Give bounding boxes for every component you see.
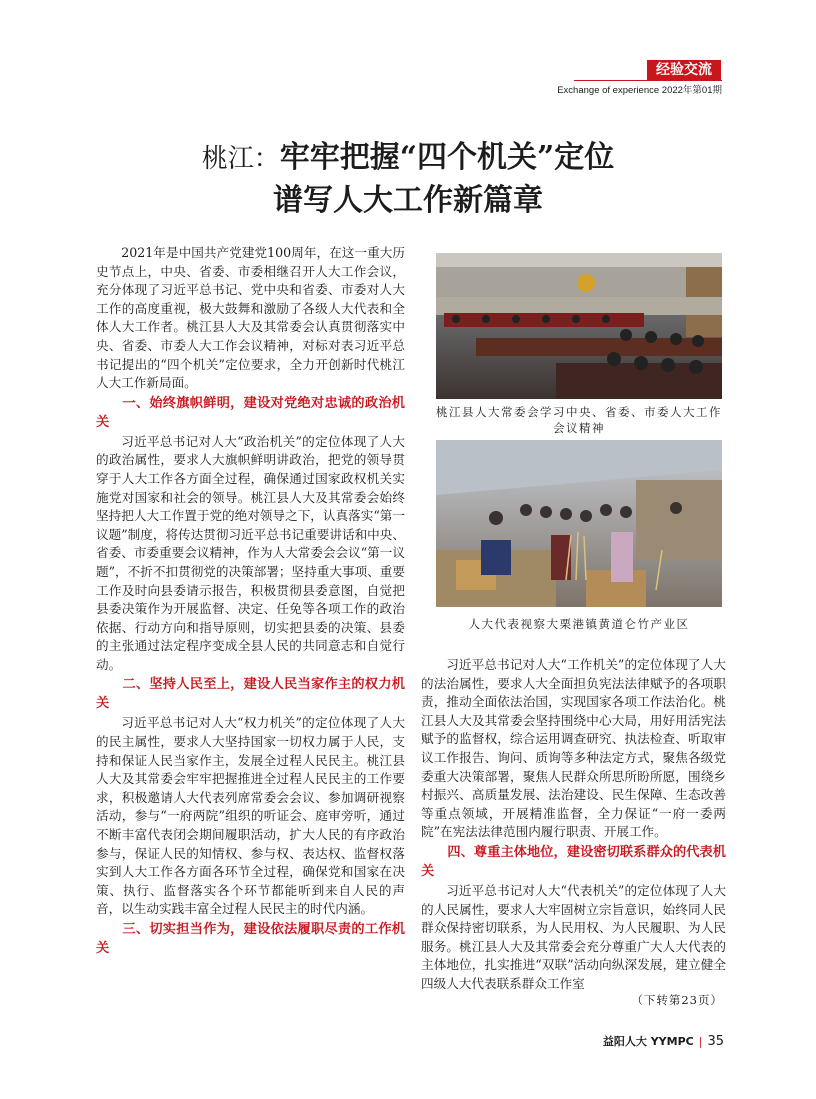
photo-caption-1: 桃江县人大常委会学习中央、省委、市委人大工作会议精神 xyxy=(436,405,722,435)
paragraph-4: 习近平总书记对人大“代表机关”的定位体现了人大的人民属性，要求人大牢固树立宗旨意识，始终同人民群众保持密切联系，为人民用权、为人民履职、为人民服务。桃江县人大及其常委会充分尊重广大人大代表的主体地位，扎实推进“双联”活动向纵深发展，建立健全四级人大代表联系群众工作室 xyxy=(421,882,726,991)
paragraph-3: 习近平总书记对人大“工作机关”的定位体现了人大的法治属性，要求人大全面担负宪法法律赋予的各项职责，推动全面依法治国，实现国家各项工作法治化。桃江县人大及其常委会坚持围绕中心大局，用好用活宪法赋予的监督权，综合运用调查研究、执法检查、听取审议工作报告、询问、质询等多种法定方式，聚焦各级党委重大决策部署，聚焦人民群众所思所盼所愿，围绕乡村振兴、高质量发展、法治建设、民生保障、生态改善等重点领域，开展精准监督，全力保证“一府一委两院”在宪法法律范围内履行职责、开展工作。 xyxy=(421,657,726,840)
intro-paragraph: 2021年是中国共产党建党100周年，在这一重大历史节点上，中央、省委、市委相继召开人大工作会议，充分体现了习近平总书记、党中央和省委、市委对人大工作的高度重视，极大鼓舞和激励了各级人大代表和全体人大工作者。桃江县人大及其常委会认真贯彻落实中央、省委、市委人大工作会议精神，对标对表习近平总书记提出的“四个机关”定位要求，全力开创新时代桃江人大工作新局面。 xyxy=(96,245,405,391)
section-heading-2: 二、坚持人民至上，建设人民当家作主的权力机关 xyxy=(96,677,405,712)
footer-divider: | xyxy=(698,1035,703,1048)
header-subtitle: Exchange of experience 2022年第01期 xyxy=(557,85,722,96)
section-heading-4: 四、尊重主体地位，建设密切联系群众的代表机关 xyxy=(421,844,726,879)
paragraph-2: 习近平总书记对人大“权力机关”的定位体现了人大的民主属性，要求人大坚持国家一切权力属于人民，支持和保证人民当家作主，发展全过程人民民主。桃江县人大及其常委会牢牢把握推进全过程人民民主的工作要求，积极邀请人大代表列席常委会会议、参加调研视察活动，参与“一府两院”组织的听证会、庭审旁听，通过不断丰富代表闭会期间履职活动，扩大人民的有序政治参与，保证人民的知情权、参与权、表达权、监督权落实到人大工作各方面各环节全过程，确保党和国家在决策、执行、监督落实各个环节都能听到来自人民的声音，以生动实践丰富全过程人民民主的时代内涵。 xyxy=(96,715,405,917)
paragraph-1: 习近平总书记对人大“政治机关”的定位体现了人大的政治属性，要求人大旗帜鲜明讲政治，把党的领导贯穿于人大工作各方面全过程，确保通过国家政权机关实施党对国家和社会的领导。桃江县人大及其常委会始终坚持把人大工作置于党的绝对领导之下，认真落实“第一议题”制度，将传达贯彻习近平总书记重要讲话和中央、省委、市委重要会议精神，作为人大常委会会议“第一议题”，不折不扣贯彻党的决策部署；坚持重大事项、重要工作及时向县委请示报告，积极贯彻县委意图，自觉把县委决策作为开展监督、决定、任免等各项工作的政治依据、行动方向和指导原则，切实把县委的决策、县委的主张通过法定程序变成全县人民的共同意志和自觉行动。 xyxy=(96,433,405,672)
title-prefix: 桃江： xyxy=(201,144,280,174)
inspection-photo-image xyxy=(436,440,722,607)
title-line-2: 谱写人大工作新篇章 xyxy=(273,183,543,218)
section-tag: 经验交流 xyxy=(647,60,721,80)
page-number: 35 xyxy=(707,1034,724,1049)
left-column xyxy=(96,244,405,959)
journal-name: 益阳人大 YYMPC xyxy=(602,1035,694,1048)
page-footer xyxy=(600,1033,724,1049)
inspection-photo xyxy=(436,440,722,607)
continued-note: （下转第23页） xyxy=(631,993,723,1007)
photo-caption-2: 人大代表视察大栗港镇黄道仑竹产业区 xyxy=(468,617,690,631)
article-title xyxy=(96,138,720,221)
title-line-1: 牢牢把握“四个机关”定位 xyxy=(279,140,615,175)
meeting-photo-image xyxy=(436,253,722,399)
meeting-photo xyxy=(436,253,722,399)
section-heading-3: 三、切实担当作为，建设依法履职尽责的工作机关 xyxy=(96,922,405,956)
right-column xyxy=(421,656,726,994)
header-divider xyxy=(574,80,722,81)
section-heading-1: 一、始终旗帜鲜明，建设对党绝对忠诚的政治机关 xyxy=(96,395,405,430)
